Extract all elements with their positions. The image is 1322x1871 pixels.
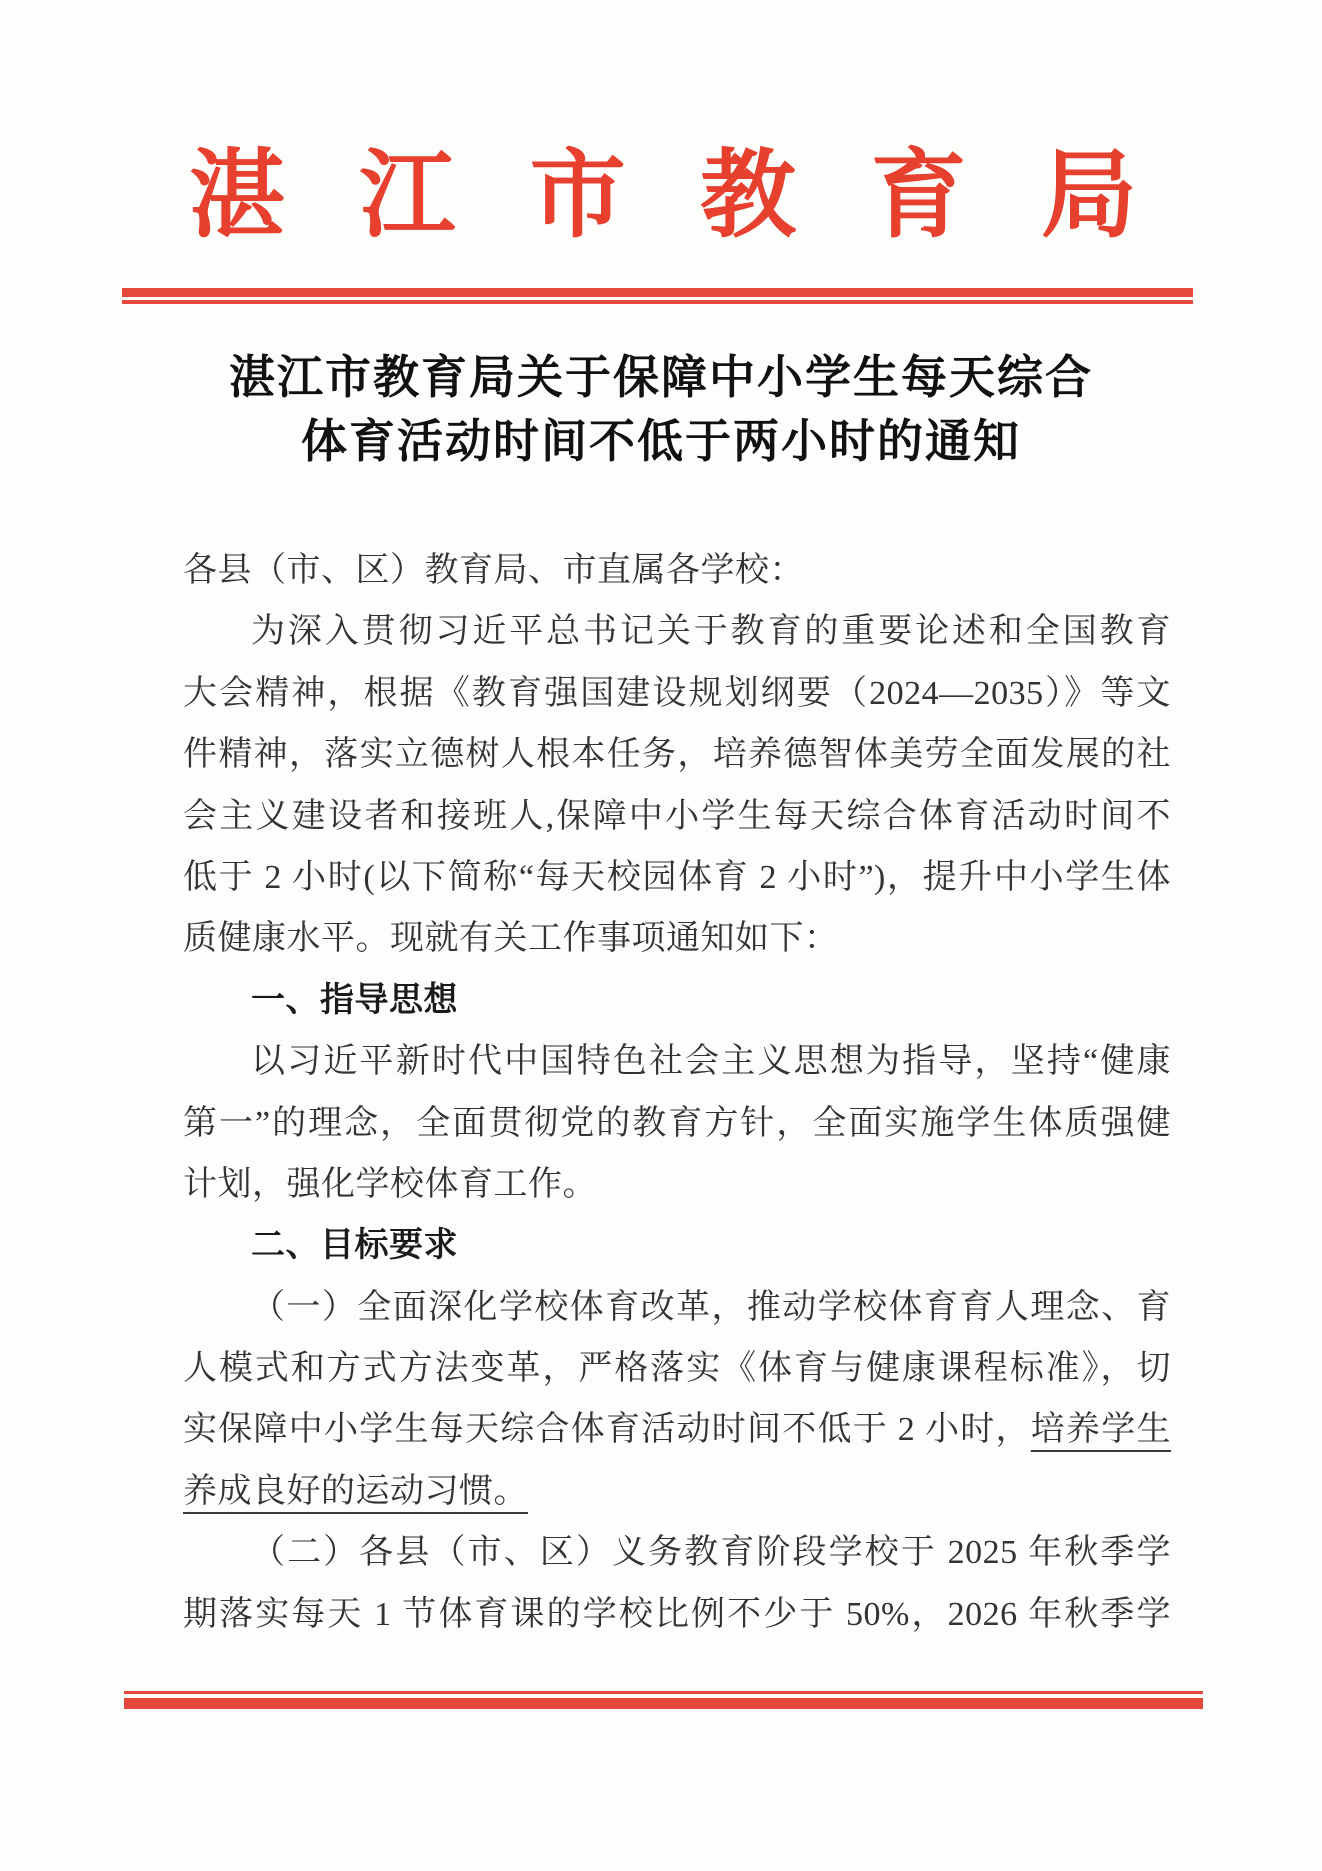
body-line <box>183 1338 1171 1399</box>
text-segment: 期落实每天 1 节体育课的学校比例不少于 50%，2026 年秋季学 <box>183 1595 1171 1633</box>
text-segment: 质健康水平。现就有关工作事项通知如下： <box>183 920 839 958</box>
text-segment: 人模式和方式方法变革，严格落实《体育与健康课程标准》，切 <box>183 1350 1171 1388</box>
text-segment: 为深入贯彻习近平总书记关于教育的重要论述和全国教育 <box>251 613 1171 651</box>
agency-masthead <box>189 142 1137 249</box>
agency-character: 教 <box>700 142 797 249</box>
text-segment: 以习近平新时代中国特色社会主义思想为指导，坚持“健康 <box>251 1043 1171 1081</box>
underlined-text: 养成良好的运动习惯。 <box>183 1472 528 1510</box>
body-line <box>183 1461 1171 1522</box>
text-segment: 会主义建设者和接班人,保障中小学生每天综合体育活动时间不 <box>183 797 1171 835</box>
divider-thick-line <box>124 1698 1203 1709</box>
footer-divider <box>124 1691 1203 1709</box>
agency-character: 市 <box>529 142 626 249</box>
text-segment: 低于 2 小时(以下简称“每天校园体育 2 小时”)，提升中小学生体 <box>183 858 1171 896</box>
text-segment: 实保障中小学生每天综合体育活动时间不低于 2 小时， <box>183 1411 1031 1449</box>
text-segment: 各县（市、区）教育局、市直属各学校： <box>183 552 804 589</box>
document-title-line-2: 体育活动时间不低于两小时的通知 <box>301 416 1021 467</box>
agency-character: 局 <box>1040 142 1137 249</box>
body-line <box>183 786 1171 847</box>
body-line <box>183 1399 1171 1460</box>
body-line <box>183 663 1171 724</box>
text-segment: 大会精神，根据《教育强国建设规划纲要（2024—2035）》等文 <box>183 674 1171 712</box>
text-segment: 件精神，落实立德树人根本任务，培养德智体美劳全面发展的社 <box>183 736 1171 774</box>
body-line <box>183 1093 1171 1154</box>
text-segment: 二、目标要求 <box>251 1226 458 1265</box>
body-line <box>183 724 1171 785</box>
body-line <box>183 1031 1171 1092</box>
body-line <box>183 1584 1171 1645</box>
agency-character: 育 <box>870 142 967 249</box>
text-segment: （一）全面深化学校体育改革，推动学校体育育人理念、育 <box>251 1288 1171 1326</box>
body-line <box>183 540 1171 601</box>
document-body <box>183 540 1171 1645</box>
masthead-divider <box>122 288 1193 304</box>
divider-thick-line <box>122 288 1193 297</box>
body-line <box>183 601 1171 662</box>
underlined-text: 培养学生 <box>1030 1411 1171 1449</box>
body-line <box>183 1277 1171 1338</box>
text-segment: 计划，强化学校体育工作。 <box>183 1165 597 1203</box>
text-segment: 第一”的理念，全面贯彻党的教育方针，全面实施学生体质强健 <box>183 1104 1171 1142</box>
body-line <box>183 1522 1171 1583</box>
body-line <box>183 1154 1171 1215</box>
text-segment: （二）各县（市、区）义务教育阶段学校于 2025 年秋季学 <box>251 1534 1171 1572</box>
document-title <box>0 346 1322 474</box>
section-heading <box>183 970 1171 1031</box>
divider-thin-line <box>122 300 1193 304</box>
text-segment: 一、指导思想 <box>251 980 458 1019</box>
agency-character: 湛 <box>189 142 285 249</box>
agency-character: 江 <box>359 142 456 249</box>
body-line <box>183 908 1171 969</box>
body-line <box>183 847 1171 908</box>
section-heading <box>183 1215 1171 1276</box>
document-title-line-1: 湛江市教育局关于保障中小学生每天综合 <box>229 352 1093 403</box>
